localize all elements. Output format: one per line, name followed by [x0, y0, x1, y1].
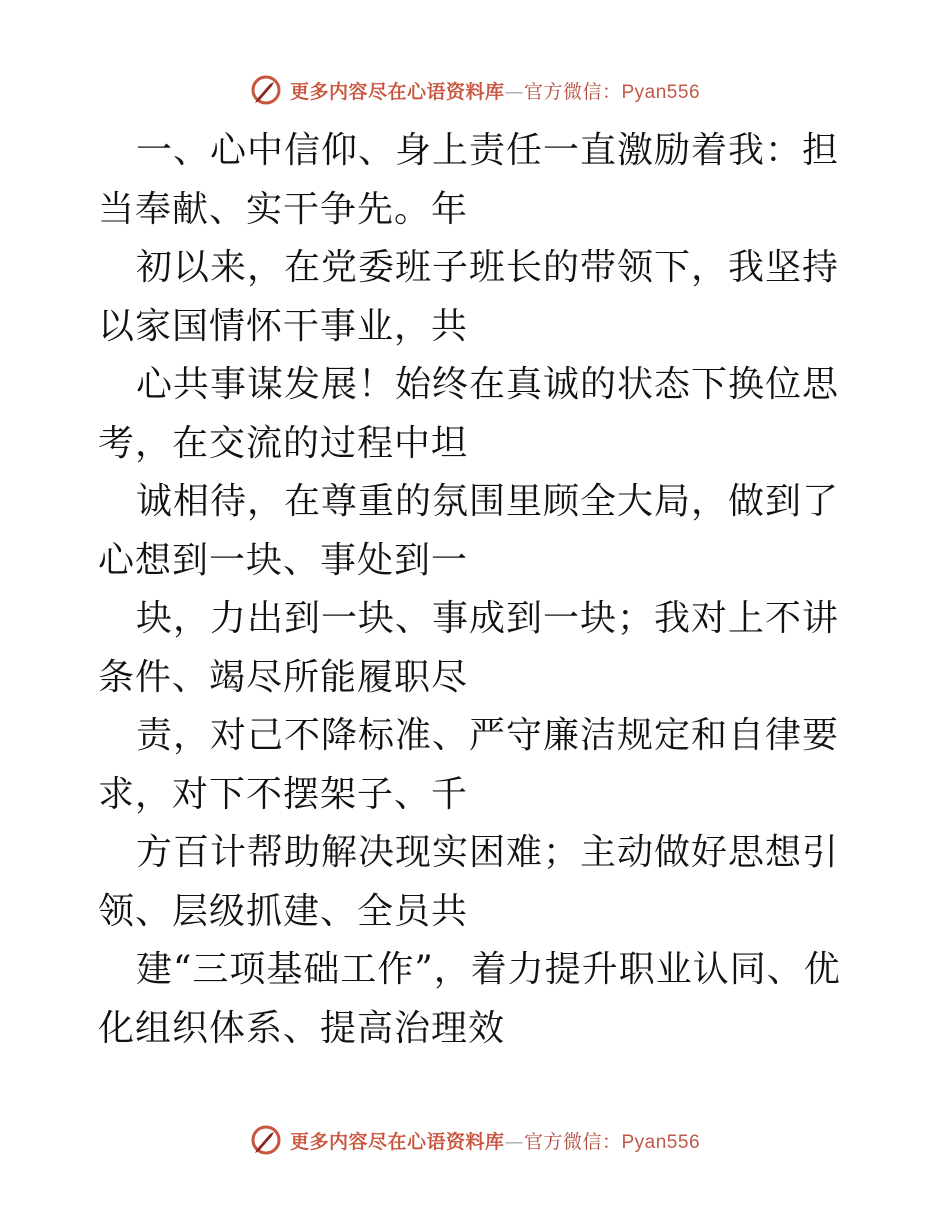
- paragraph-7: 方百计帮助解决现实困难；主动做好思想引领、层级抓建、全员共: [98, 832, 840, 932]
- footer-site-name: 更多内容尽在心语资料库: [289, 1130, 505, 1153]
- paragraph-2: 初以来，在党委班子班长的带领下，我坚持以家国情怀干事业，共: [98, 247, 840, 347]
- footer-banner-text: [290, 1127, 700, 1154]
- footer-wechat-id: Pyan556: [621, 1131, 701, 1153]
- quill-pen-in-circle-icon: [250, 1124, 282, 1156]
- paragraph-4: 诚相待，在尊重的氛围里顾全大局，做到了心想到一块、事处到一: [98, 481, 840, 581]
- quill-pen-in-circle-icon: [250, 74, 282, 106]
- header-banner: [0, 70, 950, 110]
- paragraph-3: 心共事谋发展！始终在真诚的状态下换位思考，在交流的过程中坦: [98, 364, 840, 464]
- header-site-name: 更多内容尽在心语资料库: [289, 80, 505, 103]
- footer-contact-label: 官方微信：: [523, 1130, 622, 1153]
- paragraph-6: 责，对己不降标准、严守廉洁规定和自律要求，对下不摆架子、千: [98, 715, 840, 815]
- footer-dash: —: [504, 1130, 524, 1153]
- header-contact-label: 官方微信：: [523, 80, 622, 103]
- paragraph-8: 建“三项基础工作”，着力提升职业认同、优化组织体系、提高治理效: [98, 949, 841, 1049]
- paragraph-1: 一、心中信仰、身上责任一直激励着我：担当奉献、实干争先。年: [98, 130, 840, 230]
- header-dash: —: [504, 80, 524, 103]
- header-banner-text: [290, 77, 700, 104]
- document-body: [98, 122, 868, 1058]
- header-wechat-id: Pyan556: [621, 81, 701, 103]
- footer-banner: [0, 1120, 950, 1160]
- paragraph-5: 块，力出到一块、事成到一块；我对上不讲条件、竭尽所能履职尽: [98, 598, 840, 698]
